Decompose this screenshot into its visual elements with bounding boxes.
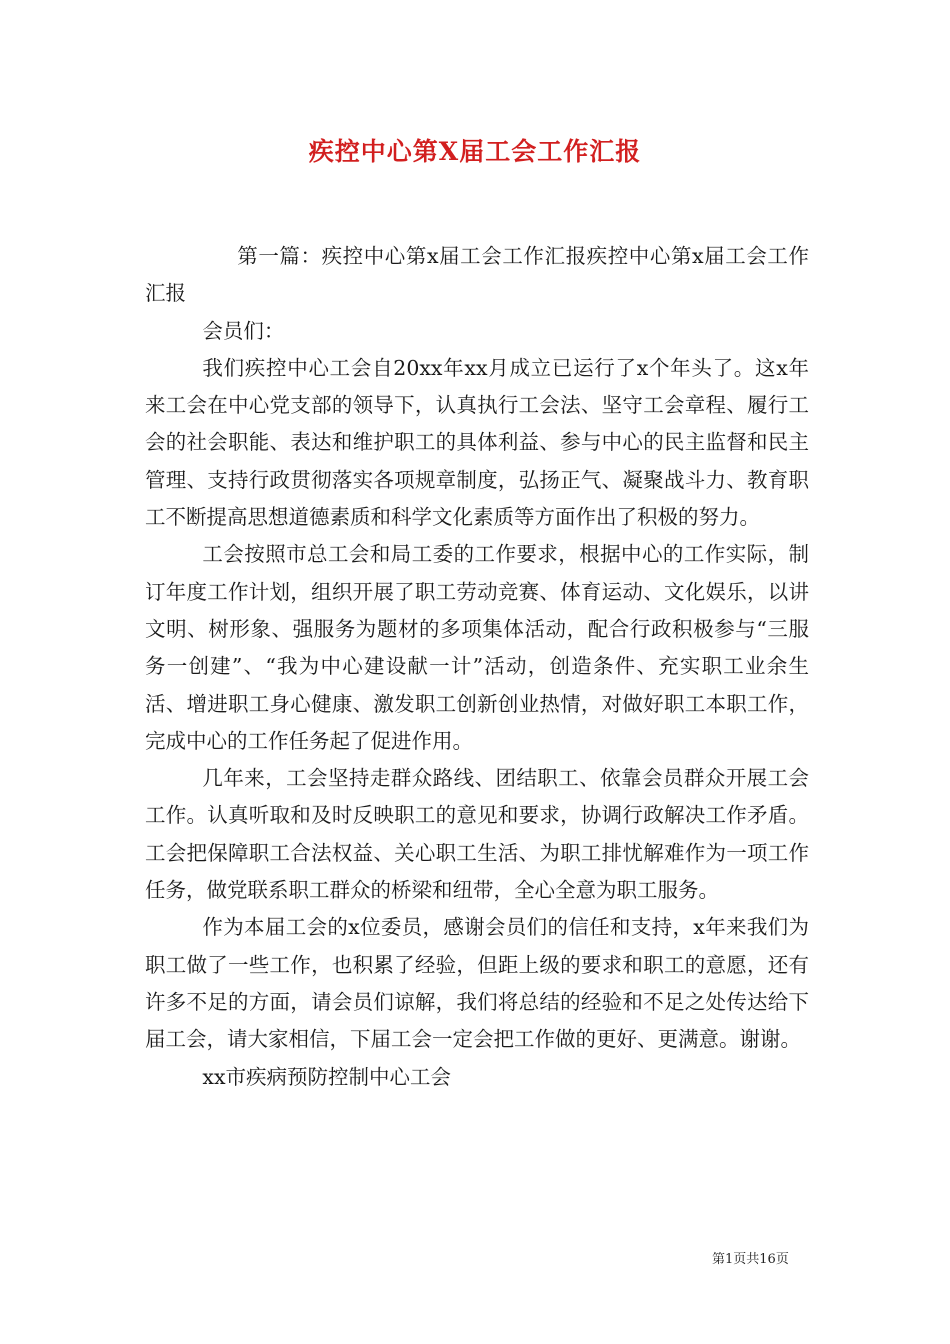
paragraph-1: 我们疾控中心工会自20xx年xx月成立已运行了x个年头了。这x年来工会在中心党支部的领导下，认真执行工会法、坚守工会章程、履行工会的社会职能、表达和维护职工的具体利益、参与中心的民主监督和民主管理、支持行政贯彻落实各项规章制度，弘扬正气、凝聚战斗力、教育职工不断提高思想道德素质和科学文化素质等方面作出了积极的努力。 xyxy=(145,355,809,530)
document-title: 疾控中心第X届工会工作汇报 xyxy=(308,137,642,166)
document-body xyxy=(145,238,809,1096)
paragraph-4: 作为本届工会的x位委员，感谢会员们的信任和支持，x年来我们为职工做了一些工作，也积累了经验，但距上级的要求和职工的意愿，还有许多不足的方面，请会员们谅解，我们将总结的经验和不足之处传达给下届工会，请大家相信，下届工会一定会把工作做的更好、更满意。谢谢。 xyxy=(145,915,809,1052)
paragraph-2: 工会按照市总工会和局工委的工作要求，根据中心的工作实际，制订年度工作计划，组织开展了职工劳动竞赛、体育运动、文化娱乐，以讲文明、树形象、强服务为题材的多项集体活动，配合行政积极参与“三服务一创建”、“我为中心建设献一计”活动，创造条件、充实职工业余生活、增进职工身心健康、激发职工创新创业热情，对做好职工本职工作，完成中心的工作任务起了促进作用。 xyxy=(145,542,809,753)
salutation: 会员们： xyxy=(202,318,285,343)
paragraph-3: 几年来，工会坚持走群众路线、团结职工、依靠会员群众开展工会工作。认真听取和及时反映职工的意见和要求，协调行政解决工作矛盾。工会把保障职工合法权益、关心职工生活、为职工排忧解难作为一项工作任务，做党联系职工群众的桥梁和纽带，全心全意为职工服务。 xyxy=(145,766,809,903)
signature: xx市疾病预防控制中心工会 xyxy=(202,1064,452,1089)
section-heading: 第一篇：疾控中心第x届工会工作汇报疾控中心第x届工会工作汇报 xyxy=(145,244,809,306)
page-number: 第1页共16页 xyxy=(712,1252,789,1267)
